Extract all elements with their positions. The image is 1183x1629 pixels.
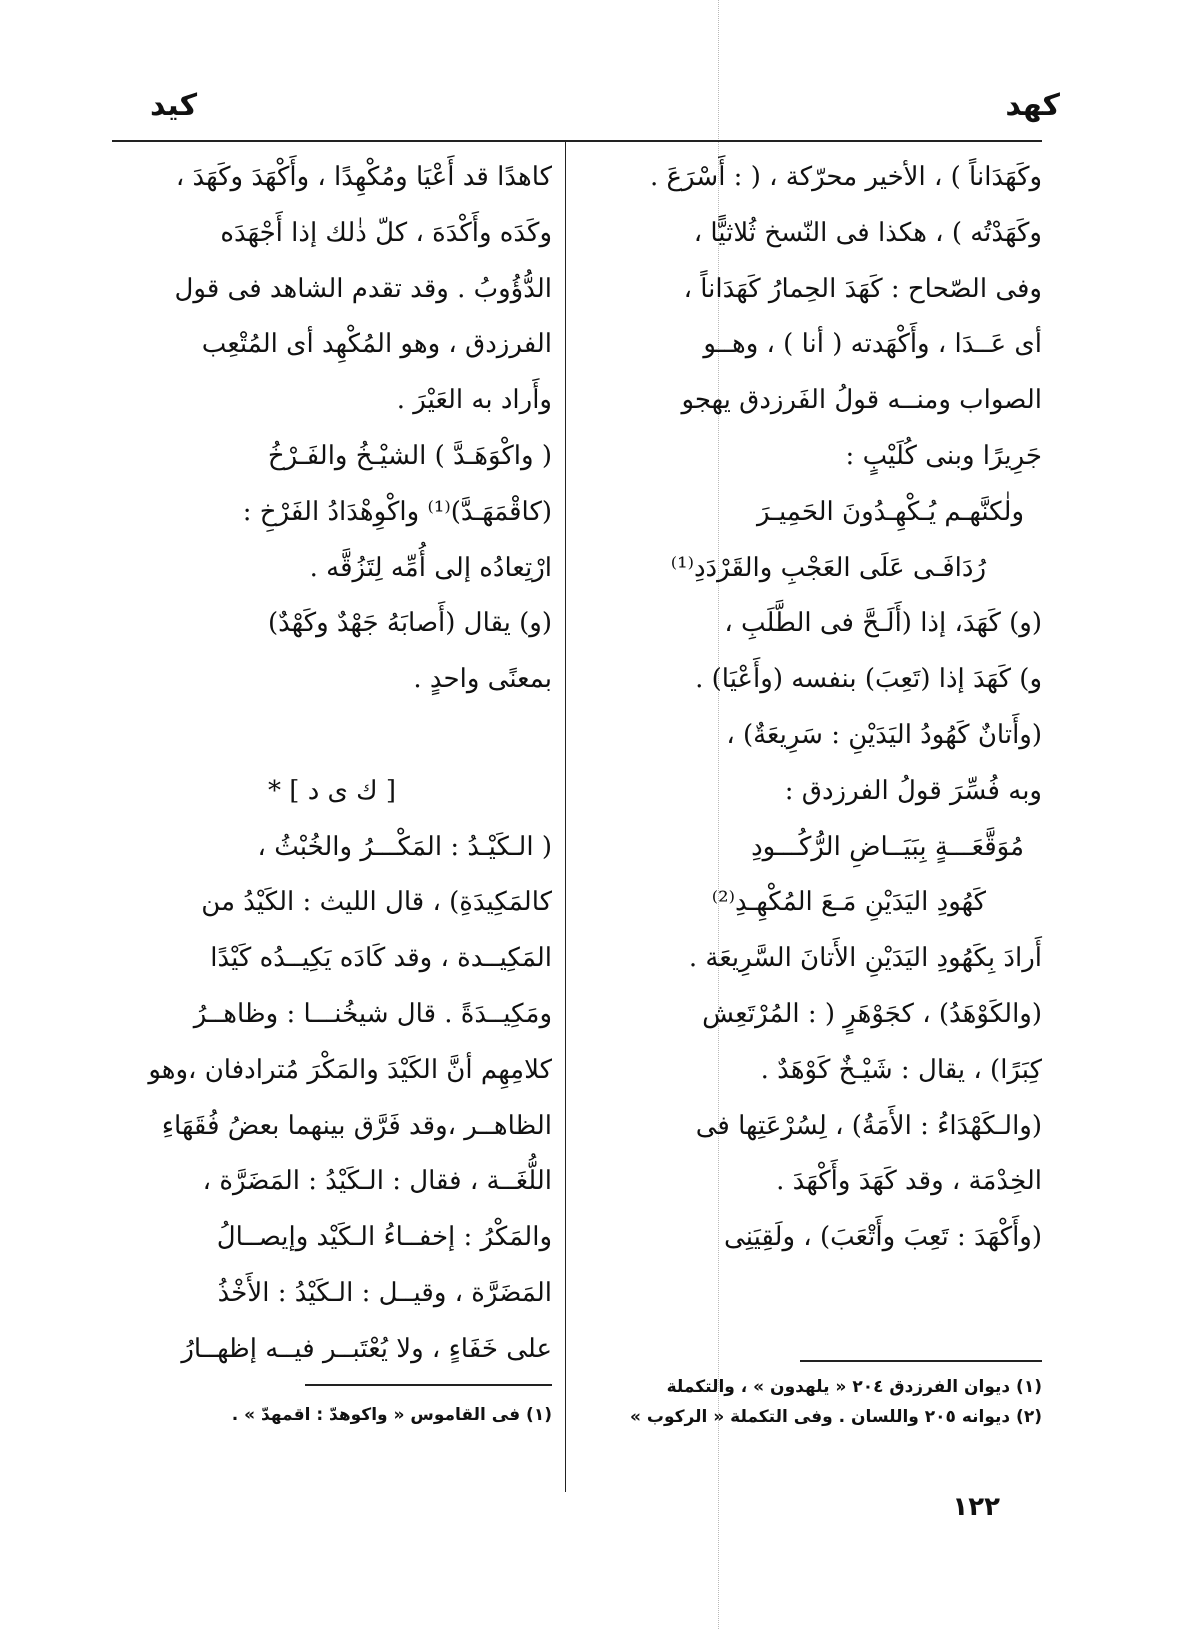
- text-line: (والكَوْهَدُ) ، كجَوْهَرٍ ( : المُرْتَعِش: [702, 998, 1042, 1029]
- poem-line: كَهُودِ اليَدَيْنِ مَـعَ المُكْهِـدِ⁽²⁾: [711, 887, 986, 918]
- footnote-rule-right: [800, 1360, 1042, 1362]
- text-line: كالمَكِيدَةِ) ، قال الليث : الكَيْدُ من: [201, 887, 552, 918]
- text-line: المَكِيــدة ، وقد كَادَه يَكِيــدُه كَيْدًا: [210, 943, 552, 974]
- text-line: وكَهَدَاناً ) ، الأخير محرّكة ، ( : أَسْرَعَ .: [650, 162, 1042, 192]
- page-number: ١٢٢: [952, 1492, 1000, 1522]
- text-line: ومَكِيــدَةً . قال شيخُنـــا : وظاهــرُ: [193, 998, 552, 1029]
- text-line: ( الـكَيْـدُ : المَكْـــرُ والخُبْثُ ،: [257, 831, 552, 862]
- footnotes-left: [112, 1400, 552, 1430]
- text-line: وأَراد به العَيْرَ .: [396, 385, 552, 416]
- footnote: (٢) ديوانه ٢٠٥ واللسان . وفى التكملة « الركوب »: [630, 1407, 1042, 1427]
- footnote-rule-left: [305, 1384, 552, 1386]
- text-line: وكَدَه وأَكْدَهَ ، كلّ ذٰلك إذا أَجْهَدَه: [220, 217, 552, 248]
- text-line: جَرِيرًا وبنى كُلَيْبٍ :: [845, 440, 1042, 471]
- text-line: بمعنًى واحدٍ .: [413, 664, 552, 695]
- text-line: اللُّغَــة ، فقال : الـكَيْدُ : المَضَرَّة ،: [202, 1166, 552, 1197]
- poem-line: مُوَقَّعَـــةٍ بِبَيَــاضِ الرُّكُـــودِ: [751, 831, 1024, 862]
- blank-line: [112, 708, 552, 764]
- text-line: وكَهَدْتُه ) ، هكذا فى النّسخ ثُلاثيًّا ،: [693, 217, 1042, 248]
- footnotes-right: [586, 1372, 1042, 1432]
- text-line: وفى الصّحاح : كَهَدَ الحِمارُ كَهَدَاناً ،: [683, 273, 1042, 304]
- text-line: كلامِهِم أنَّ الكَيْدَ والمَكْرَ مُترادفان ،وهو: [148, 1054, 552, 1085]
- text-line: ارْتِعادُه إلى أُمِّه لِتَزُقَّه .: [309, 552, 552, 583]
- text-line: ( واكْوَهَـدَّ ) الشيْـخُ والفَـرْخُ: [267, 440, 552, 471]
- text-line: الصواب ومنــه قولُ الفَرزدق يهجو: [681, 385, 1042, 416]
- text-line: (والـكَهْدَاءُ : الأَمَةُ) ، لِسُرْعَتِها فى: [695, 1110, 1042, 1141]
- poem-line: ولٰكنَّهـم يُـكْهِـدُونَ الحَمِيـرَ: [757, 496, 1024, 527]
- text-line: والمَكْرُ : إخفــاءُ الـكَيْد وإيصــالُ: [216, 1222, 552, 1253]
- text-line: و) كَهَدَ إذا (تَعِبَ) بنفسه (وأَعْيَا) .: [695, 664, 1042, 695]
- right-column: [586, 150, 1042, 1266]
- poem-line: رُدَافَـى عَلَى العَجْبِ والقَرْدَدِ⁽¹⁾: [670, 552, 986, 583]
- text-line: الظاهــر ،وقد فَرَّق بينهما بعضُ فُقَهَاءِ: [161, 1110, 552, 1141]
- text-line: (كاقْمَهَـدَّ)⁽¹⁾ واكْوِهْدَادُ الفَرْخِ :: [242, 496, 552, 527]
- text-line: كاهدًا قد أَعْيَا ومُكْهِدًا ، وأَكْهَدَ وكَهَدَ ،: [175, 162, 552, 192]
- header-right-keyword: كهد: [1005, 88, 1060, 123]
- text-line: وبه فُسِّرَ قولُ الفرزدق :: [784, 775, 1042, 806]
- text-line: الدُّؤُوبُ . وقد تقدم الشاهد فى قول: [174, 273, 552, 304]
- header-rule: [112, 140, 1042, 142]
- text-line: (و) كَهَدَ، إذا (أَلَـحَّ فى الطَّلَبِ ،: [724, 608, 1042, 639]
- text-line: أَرادَ بِكَهُودِ اليَدَيْنِ الأَتانَ السَّرِيعَة .: [688, 943, 1042, 974]
- text-line: على خَفَاءٍ ، ولا يُعْتَبــر فيــه إظهــارُ: [181, 1333, 552, 1364]
- text-line: كِبَرًا) ، يقال : شَيْـخٌ كَوْهَدٌ .: [760, 1054, 1042, 1085]
- text-line: (وأَتانٌ كَهُودُ اليَدَيْنِ : سَرِيعَةٌ) ،: [726, 719, 1042, 750]
- text-line: أى عَــدَا ، وأَكْهَدته ( أنا ) ، وهــو: [703, 329, 1042, 360]
- entry-heading: [ ك ى د ] *: [268, 775, 396, 806]
- text-line: المَضَرَّة ، وقيــل : الـكَيْدُ : الأَخْذُ: [217, 1277, 552, 1308]
- text-line: (وأَكْهَدَ : تَعِبَ وأَتْعَبَ) ، ولَقِيَنِى: [724, 1222, 1042, 1253]
- column-divider: [565, 142, 566, 1492]
- header-left-keyword: كيد: [150, 88, 198, 123]
- text-line: الخِدْمَة ، وقد كَهَدَ وأَكْهَدَ .: [776, 1166, 1042, 1197]
- text-line: (و) يقال (أَصابَهُ جَهْدٌ وكَهْدٌ): [267, 608, 552, 639]
- footnote: (١) ديوان الفرزدق ٢٠٤ « يلهدون » ، والتكملة: [666, 1377, 1042, 1397]
- footnote: (١) فى القاموس « واكوهدّ : اقمهدّ » .: [231, 1405, 552, 1425]
- text-line: الفرزدق ، وهو المُكْهِد أى المُتْعِب: [201, 329, 552, 360]
- left-column: [112, 150, 552, 1378]
